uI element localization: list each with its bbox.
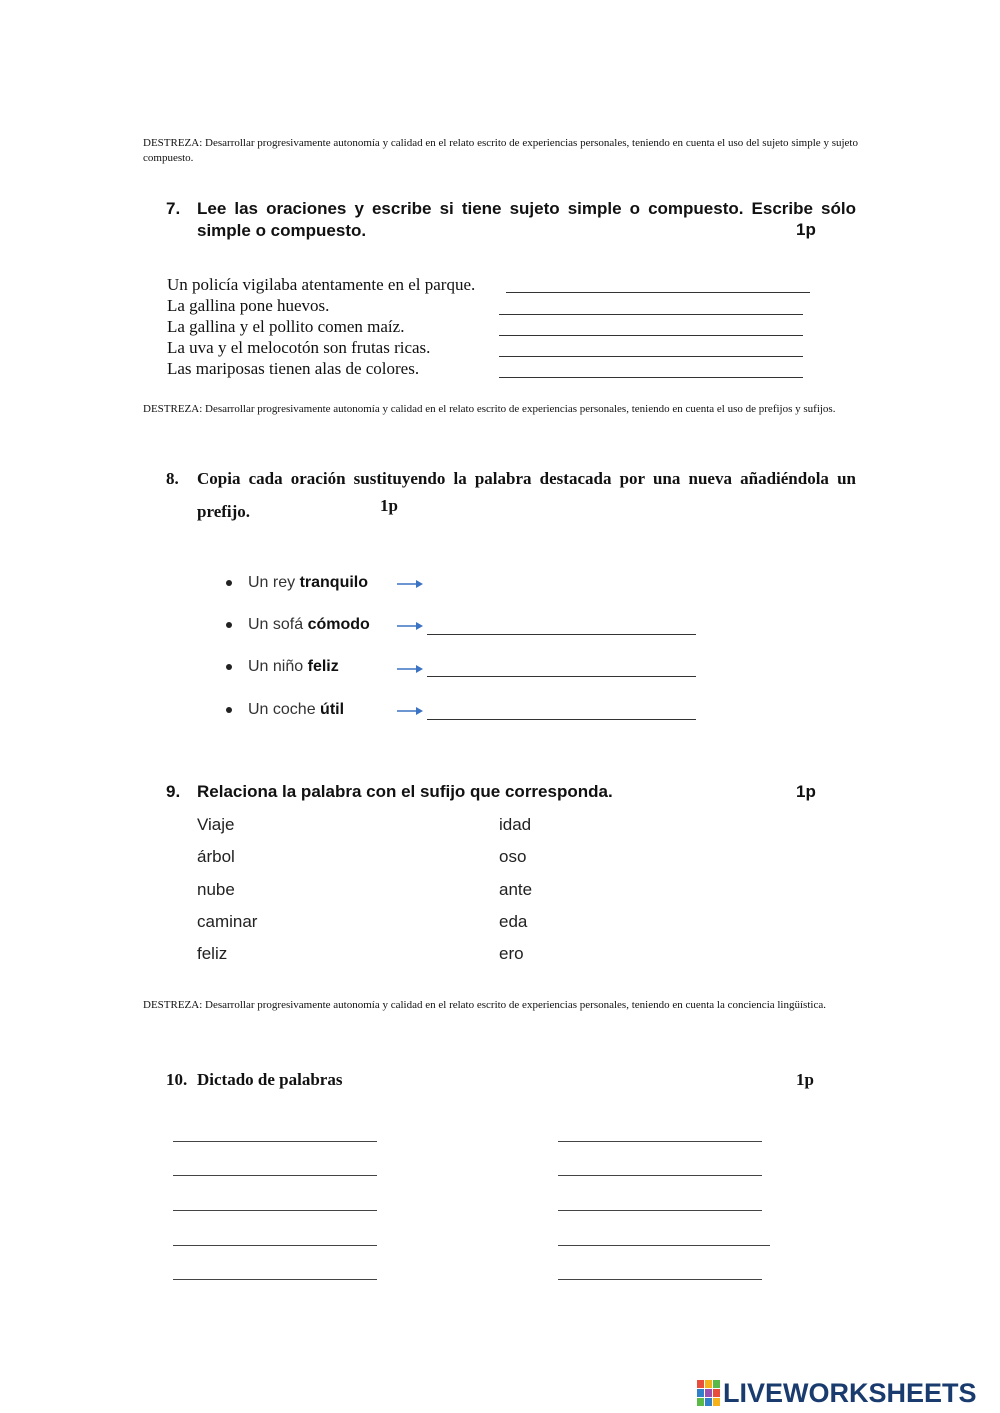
q8-item-2-word: cómodo [307, 616, 370, 633]
destreza-text-1: DESTREZA: Desarrollar progresivamente autonomía y calidad en el relato escrito de experiencias personales, teniendo en cuenta el uso del sujeto simple y sujeto compuesto. [143, 137, 858, 164]
question-9-points: 1p [796, 782, 816, 801]
q7-sentence-2: La gallina pone huevos. [167, 296, 330, 315]
q7-answer-blank-1[interactable] [506, 292, 810, 293]
q8-item-4-prefix: Un coche [248, 701, 316, 718]
destreza-text-3: DESTREZA: Desarrollar progresivamente autonomía y calidad en el relato escrito de experiencias personales, teniendo en cuenta la conciencia lingüística. [143, 999, 826, 1011]
q8-item-2 [226, 616, 370, 634]
q9-suffix-1[interactable]: idad [499, 815, 532, 834]
dictation-line[interactable] [558, 1175, 762, 1176]
arrow-right-icon [397, 706, 423, 716]
q7-sentence-5: Las mariposas tienen alas de colores. [167, 359, 420, 378]
bullet-icon [226, 707, 232, 713]
q8-item-3 [226, 658, 339, 676]
question-7 [166, 198, 856, 242]
question-9-title: Relaciona la palabra con el sufijo que corresponda. [197, 782, 613, 801]
q8-item-4 [226, 701, 344, 719]
q9-suffix-5[interactable]: ero [499, 944, 524, 963]
q7-answer-blank-2[interactable] [499, 314, 803, 315]
dictation-line[interactable] [173, 1175, 377, 1176]
q8-item-3-prefix: Un niño [248, 658, 304, 675]
destreza-text-2: DESTREZA: Desarrollar progresivamente autonomía y calidad en el relato escrito de experiencias personales, teniendo en cuenta el uso de prefijos y sufijos. [143, 403, 836, 415]
q9-word-3[interactable]: nube [197, 880, 235, 899]
liveworksheets-logo[interactable] [697, 1378, 977, 1409]
q8-item-1 [226, 574, 368, 592]
dictation-line[interactable] [173, 1279, 377, 1280]
liveworksheets-cube-icon [697, 1380, 721, 1408]
q8-item-1-word: tranquilo [299, 574, 369, 591]
question-7-title: Lee las oraciones y escribe si tiene sujeto simple o compuesto. Escribe sólo simple o compuesto. [197, 199, 856, 240]
q9-word-1[interactable]: Viaje [197, 815, 235, 834]
q9-word-5[interactable]: feliz [197, 944, 228, 963]
q7-sentence-3: La gallina y el pollito comen maíz. [167, 317, 405, 336]
bullet-icon [226, 664, 232, 670]
q9-suffix-3[interactable]: ante [499, 880, 533, 899]
q7-answer-blank-3[interactable] [499, 335, 803, 336]
question-8-number: 8. [166, 469, 179, 488]
q9-word-4[interactable]: caminar [197, 912, 258, 931]
question-8 [166, 462, 856, 528]
q7-sentence-4: La uva y el melocotón son frutas ricas. [167, 338, 431, 357]
dictation-line[interactable] [173, 1141, 377, 1142]
question-7-points: 1p [796, 220, 816, 239]
q9-suffix-2[interactable]: oso [499, 847, 527, 866]
question-8-points: 1p [380, 496, 398, 515]
q9-suffix-4[interactable]: eda [499, 912, 528, 931]
q8-item-3-word: feliz [307, 658, 339, 675]
dictation-line[interactable] [173, 1210, 377, 1211]
q8-answer-blank-4[interactable] [427, 719, 696, 720]
question-10-points: 1p [796, 1070, 814, 1089]
dictation-line[interactable] [558, 1245, 770, 1246]
arrow-right-icon [397, 664, 423, 674]
dictation-line[interactable] [558, 1279, 762, 1280]
question-8-title: Copia cada oración sustituyendo la palabra destacada por una nueva añadiéndola un prefijo. [197, 469, 856, 521]
q7-answer-blank-5[interactable] [499, 377, 803, 378]
arrow-right-icon [397, 579, 423, 589]
question-9-number: 9. [166, 782, 181, 801]
bullet-icon [226, 580, 232, 586]
q8-item-4-word: útil [320, 701, 345, 718]
q8-answer-blank-2[interactable] [427, 634, 696, 635]
question-7-number: 7. [166, 199, 181, 218]
question-10-title: Dictado de palabras [197, 1070, 343, 1089]
q8-item-1-prefix: Un rey [248, 574, 296, 591]
liveworksheets-brand-text: LIVEWORKSHEETS [723, 1378, 977, 1408]
q7-sentence-1: Un policía vigilaba atentamente en el parque. [167, 275, 476, 294]
dictation-line[interactable] [173, 1245, 377, 1246]
arrow-right-icon [397, 621, 423, 631]
dictation-line[interactable] [558, 1210, 762, 1211]
q8-item-2-prefix: Un sofá [248, 616, 304, 633]
dictation-line[interactable] [558, 1141, 762, 1142]
q8-answer-blank-3[interactable] [427, 676, 696, 677]
q7-answer-blank-4[interactable] [499, 356, 803, 357]
bullet-icon [226, 622, 232, 628]
question-10-number: 10. [166, 1070, 188, 1089]
q9-word-2[interactable]: árbol [197, 847, 235, 866]
